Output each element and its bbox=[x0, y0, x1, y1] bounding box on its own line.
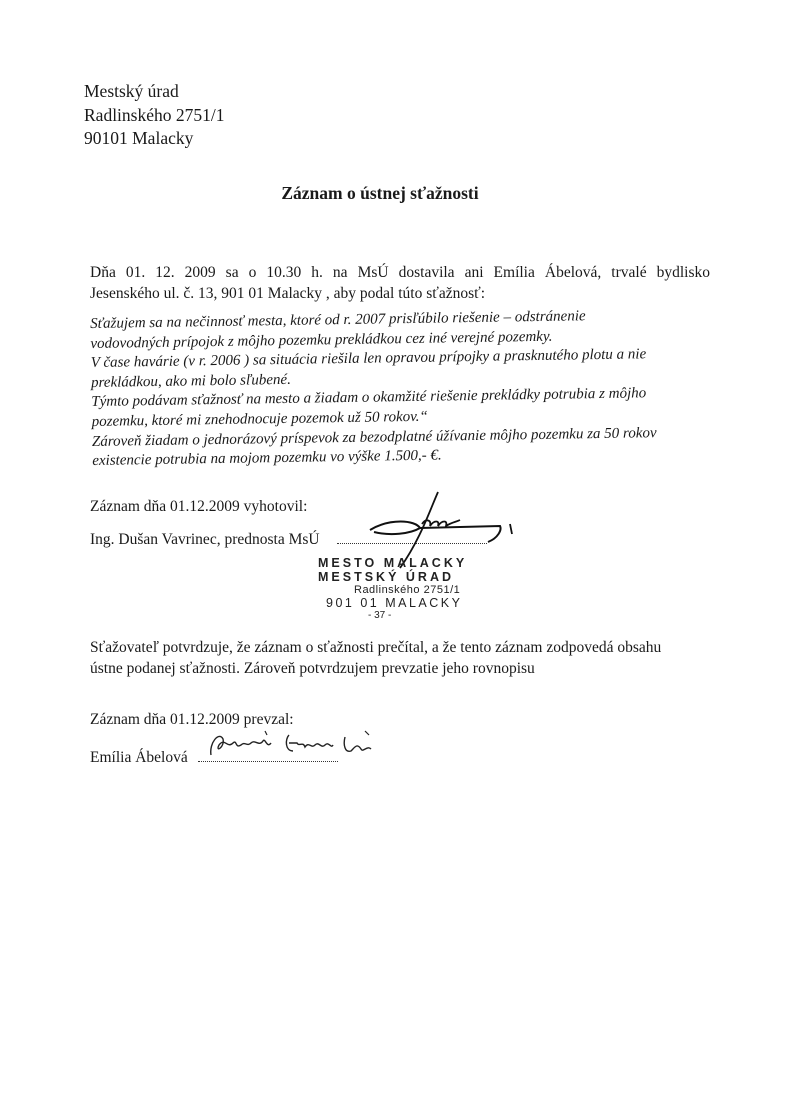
record-made-label: Záznam dňa 01.12.2009 vyhotovil: bbox=[90, 498, 308, 515]
official-stamp bbox=[318, 556, 467, 621]
stamp-line-3: Radlinského 2751/1 bbox=[354, 584, 461, 596]
confirmation-line-2: ústne podanej sťažnosti. Zároveň potvrdzujem prevzatie jeho rovnopisu bbox=[90, 660, 535, 677]
author-name: Ing. Dušan Vavrinec, prednosta MsÚ bbox=[90, 531, 320, 548]
complaint-text bbox=[90, 306, 657, 472]
intro-paragraph bbox=[90, 262, 710, 304]
complaint-line: prekládkou, ako mi bolo sľubené. bbox=[90, 371, 292, 391]
signer-signature-icon bbox=[205, 725, 380, 765]
address-line-2: Radlinského 2751/1 bbox=[84, 104, 225, 125]
document-title: Záznam o ústnej sťažnosti bbox=[281, 183, 479, 203]
confirmation-line-1: Sťažovateľ potvrdzuje, že záznam o sťažnosti prečítal, a že tento záznam zodpovedá obsahu bbox=[90, 639, 662, 656]
intro-line-1: Dňa 01. 12. 2009 sa o 10.30 h. na MsÚ dostavila ani Emília Ábelová, trvalé bydlisko bbox=[90, 264, 710, 281]
complaint-line: existencie potrubia na mojom pozemku vo výške 1.500,- €. bbox=[92, 447, 442, 470]
confirmation-paragraph bbox=[90, 637, 661, 679]
record-received-label: Záznam dňa 01.12.2009 prevzal: bbox=[90, 711, 294, 728]
complaint-line: V čase havárie (v r. 2006 ) sa situácia riešila len opravou prípojky a prasknutého plotu a nie bbox=[90, 346, 647, 372]
complaint-line: vodovodných prípojok z môjho pozemku prekládkou cez iné verejné pozemky. bbox=[90, 328, 553, 352]
address-line-3: 90101 Malacky bbox=[84, 128, 194, 148]
signer-name: Emília Ábelová bbox=[90, 749, 188, 766]
complaint-line: Zároveň žiadam o jednorázový príspevok za bezodplatné úžívanie môjho pozemku za 50 rokov bbox=[91, 424, 657, 450]
complaint-line: pozemku, ktoré mi znehodnocuje pozemok už 50 rokov.“ bbox=[91, 408, 428, 430]
address-line-1: Mestský úrad bbox=[84, 81, 179, 101]
complaint-line: Sťažujem sa na nečinnosť mesta, ktoré od r. 2007 prisľúbilo riešenie – odstránenie bbox=[90, 308, 586, 332]
stamp-line-2: MESTSKÝ ÚRAD bbox=[318, 570, 455, 584]
complaint-line: Týmto podávam sťažnosť na mesto a žiadam o okamžité riešenie prekládky potrubia z môjho bbox=[91, 385, 647, 411]
stamp-line-5: - 37 - bbox=[368, 610, 392, 621]
stamp-line-1: MESTO MALACKY bbox=[318, 556, 468, 570]
stamp-line-4: 901 01 MALACKY bbox=[326, 596, 463, 610]
recipient-address bbox=[84, 80, 224, 151]
intro-line-2: Jesenského ul. č. 13, 901 01 Malacky , aby podal túto sťažnosť: bbox=[90, 285, 486, 302]
